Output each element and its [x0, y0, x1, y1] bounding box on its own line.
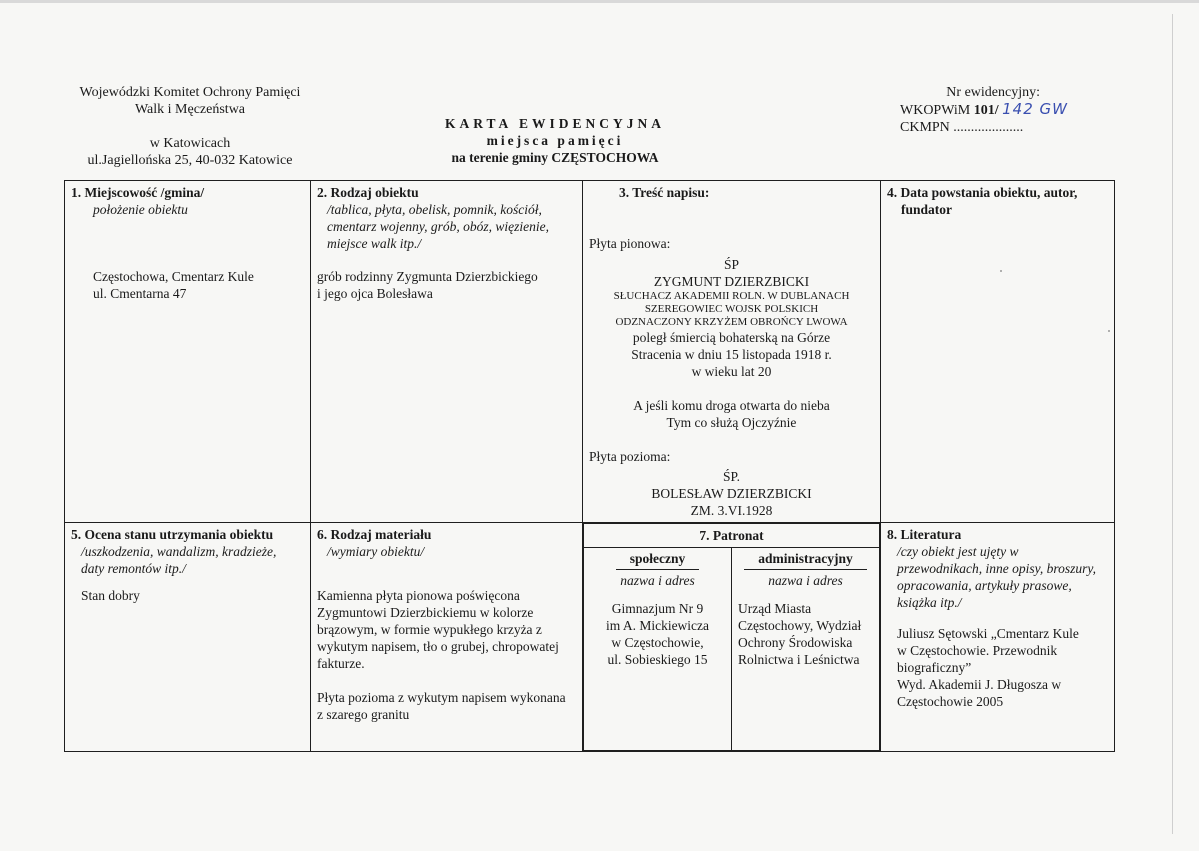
scan-right-edge — [1172, 14, 1173, 834]
cell-condition — [65, 523, 311, 752]
object-type-hint: cmentarz wojenny, grób, obóz, więzienie, — [327, 219, 549, 234]
inscription-line: SŁUCHACZ AKADEMII ROLN. W DUBLANACH — [613, 290, 850, 302]
condition-value: Stan dobry — [81, 588, 140, 603]
handwritten-number: 142 GW — [1002, 100, 1068, 118]
admin-patron — [732, 548, 880, 751]
vertical-plate-label: Płyta pionowa: — [589, 236, 671, 251]
inscription-line: SZEREGOWIEC WOJSK POLSKICH — [644, 303, 819, 315]
object-type-hint: miejsce walk itp./ — [327, 236, 422, 251]
inscription-line: ZYGMUNT DZIERZBICKI — [653, 274, 810, 289]
material-value: brązowym, w formie wypukłego krzyża z — [317, 622, 542, 637]
material-value: z szarego granitu — [317, 707, 410, 722]
location-street: ul. Cmentarna 47 — [93, 286, 187, 301]
location-hint: położenie obiektu — [93, 202, 188, 217]
admin-value: Urząd Miasta — [738, 601, 812, 616]
admin-value: Rolnictwa i Leśnictwa — [738, 652, 860, 667]
card-title-block — [380, 115, 730, 166]
material-heading: 6. Rodzaj materiału — [317, 527, 432, 542]
admin-value: Częstochowy, Wydział — [738, 618, 862, 633]
literature-value: Częstochowie 2005 — [897, 694, 1004, 709]
inscription-verse: Tym co służą Ojczyźnie — [666, 415, 797, 430]
scan-top-edge — [0, 0, 1199, 3]
admin-value: Ochrony Środowiska — [738, 635, 853, 650]
social-value: im A. Mickiewicza — [605, 618, 710, 633]
social-value: w Częstochowie, — [611, 635, 704, 650]
issuer-line: w Katowicach — [149, 136, 231, 151]
inscription-line: Stracenia w dniu 15 listopada 1918 r. — [631, 347, 832, 362]
literature-hint: książka itp./ — [897, 595, 962, 610]
social-value: Gimnazjum Nr 9 — [611, 601, 704, 616]
material-value: Kamienna płyta pionowa poświęcona — [317, 588, 520, 603]
social-value: ul. Sobieskiego 15 — [607, 652, 708, 667]
social-heading: społeczny — [616, 550, 700, 570]
material-value: fakturze. — [317, 656, 365, 671]
inscription-line: ODZNACZONY KRZYŻEM OBROŃCY LWOWA — [615, 316, 848, 328]
inscription-heading: 3. Treść napisu: — [619, 185, 710, 200]
object-type-hint: /tablica, płyta, obelisk, pomnik, kościół, — [327, 202, 542, 217]
registry-number: WKOPWiM 101/ 142 GW — [900, 100, 1068, 118]
horizontal-plate-label: Płyta pozioma: — [589, 449, 671, 464]
registry-number-block — [900, 84, 1080, 136]
inscription-line: BOLESŁAW DZIERZBICKI — [651, 486, 812, 501]
object-type-value: i jego ojca Bolesława — [317, 286, 433, 301]
cell-creation-date — [881, 181, 1115, 523]
material-value: wykutym napisem, tło o grubej, chropowatej — [317, 639, 559, 654]
creation-date-heading: fundator — [901, 202, 953, 217]
literature-hint: opracowania, artykuły prasowe, — [897, 578, 1072, 593]
cell-literature — [881, 523, 1115, 752]
social-patron — [584, 548, 732, 751]
card-title: KARTA EWIDENCYJNA — [445, 116, 665, 131]
card-region: na terenie gminy CZĘSTOCHOWA — [451, 150, 659, 165]
issuer-block — [70, 84, 310, 169]
record-card-table — [64, 180, 1115, 752]
literature-value: biograficzny” — [897, 660, 972, 675]
admin-heading: administracyjny — [744, 550, 867, 570]
literature-hint: /czy obiekt jest ujęty w — [897, 544, 1019, 559]
card-subtitle: miejsca pamięci — [486, 133, 624, 148]
object-type-heading: 2. Rodzaj obiektu — [317, 185, 419, 200]
cell-location — [65, 181, 311, 523]
issuer-line: Walk i Męczeństwa — [134, 102, 246, 117]
patronage-table — [583, 523, 880, 751]
condition-hint: daty remontów itp./ — [81, 561, 186, 576]
material-value: Płyta pozioma z wykutym napisem wykonana — [317, 690, 566, 705]
social-hint: nazwa i adres — [620, 573, 695, 588]
inscription-line: ŚP — [723, 257, 740, 272]
patronage-heading: 7. Patronat — [584, 524, 880, 548]
cell-material — [311, 523, 583, 752]
location-value: Częstochowa, Cmentarz Kule — [93, 269, 254, 284]
location-heading: 1. Miejscowość /gmina/ — [71, 185, 205, 200]
inscription-line: ZM. 3.VI.1928 — [690, 503, 773, 518]
cell-object-type — [311, 181, 583, 523]
condition-heading: 5. Ocena stanu utrzymania obiektu — [71, 527, 274, 542]
registry-label: Nr ewidencyjny: — [946, 85, 1040, 100]
literature-value: Juliusz Sętowski „Cmentarz Kule — [897, 626, 1079, 641]
cell-inscription — [583, 181, 881, 523]
inscription-line: ŚP. — [723, 469, 740, 484]
admin-hint: nazwa i adres — [768, 573, 843, 588]
issuer-address: ul.Jagiellońska 25, 40-032 Katowice — [87, 153, 293, 168]
literature-hint: przewodnikach, inne opisy, broszury, — [897, 561, 1096, 576]
material-hint: /wymiary obiektu/ — [327, 544, 425, 559]
object-type-value: grób rodzinny Zygmunta Dzierzbickiego — [317, 269, 538, 284]
material-value: Zygmuntowi Dzierzbickiemu w kolorze — [317, 605, 534, 620]
inscription-line: poległ śmiercią bohaterską na Górze — [632, 330, 831, 345]
creation-date-heading: 4. Data powstania obiektu, autor, — [887, 185, 1078, 200]
inscription-verse: A jeśli komu droga otwarta do nieba — [633, 398, 830, 413]
literature-value: w Częstochowie. Przewodnik — [897, 643, 1058, 658]
issuer-line: Wojewódzki Komitet Ochrony Pamięci — [79, 85, 301, 100]
ckmpn-field: CKMPN .................... — [900, 120, 1024, 135]
cell-patronage — [583, 523, 881, 752]
condition-hint: /uszkodzenia, wandalizm, kradzieże, — [81, 544, 277, 559]
inscription-line: w wieku lat 20 — [691, 364, 772, 379]
literature-heading: 8. Literatura — [887, 527, 962, 542]
literature-value: Wyd. Akademii J. Długosza w — [897, 677, 1062, 692]
